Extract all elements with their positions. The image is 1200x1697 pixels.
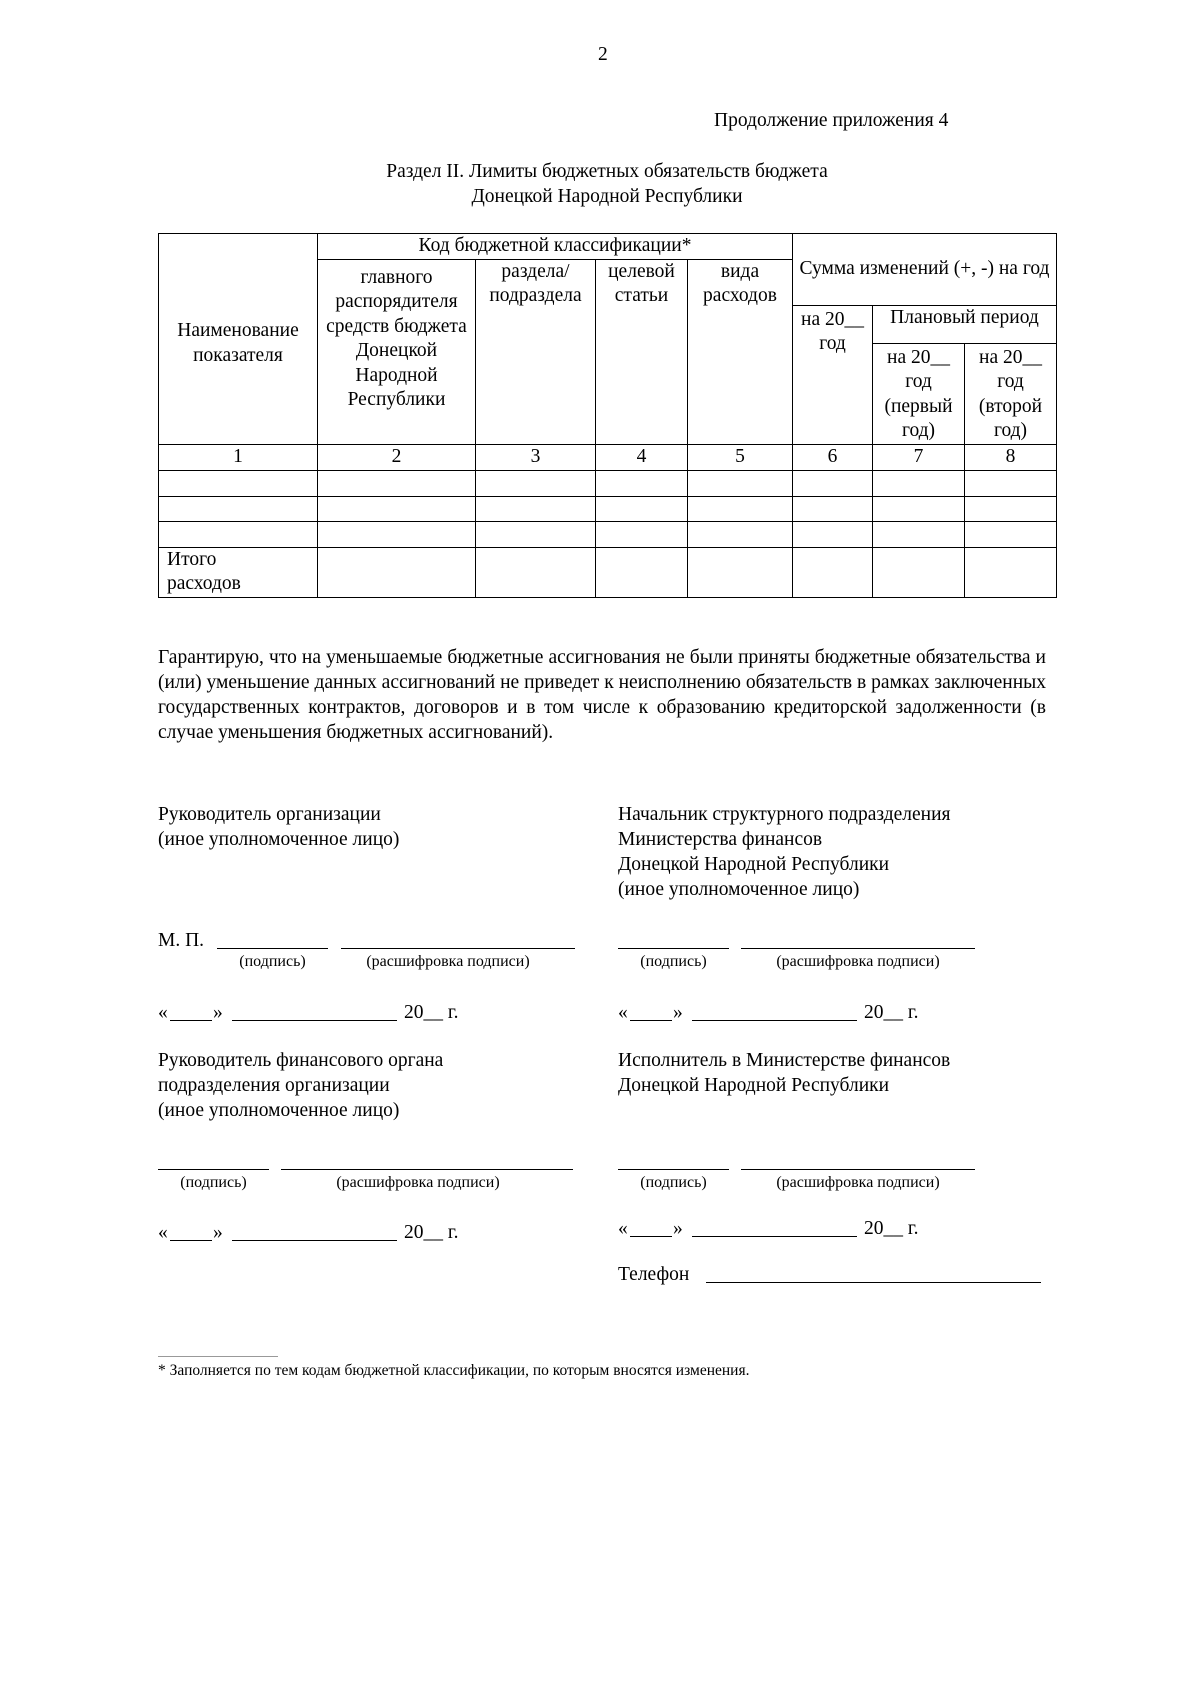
date-quote: » <box>213 1222 223 1243</box>
date-year: 20__ г. <box>404 1002 459 1023</box>
table-row <box>159 470 1057 496</box>
column-numbers-row <box>159 444 1057 470</box>
text-line: Руководитель организации <box>158 804 381 825</box>
col-number: 3 <box>476 444 596 470</box>
header-code-group: Код бюджетной классификации* <box>318 234 793 260</box>
text-line: Донецкой Народной Республики <box>618 854 890 875</box>
col-number: 6 <box>793 444 873 470</box>
header-main-manager: главного распорядителя средств бюджета Донецкой Народной Республики <box>318 259 476 444</box>
text-line: Руководитель финансового органа <box>158 1050 444 1071</box>
header-target: целевой статьи <box>596 259 688 444</box>
ministry-head-title <box>618 802 951 902</box>
text-line: (иное уполномоченное лицо) <box>158 1100 400 1121</box>
month-line[interactable] <box>232 1020 397 1021</box>
table-row <box>159 496 1057 521</box>
col-number: 7 <box>873 444 965 470</box>
text-line: Исполнитель в Министерстве финансов <box>618 1050 951 1071</box>
section-title-line: Донецкой Народной Республики <box>471 186 743 207</box>
header-first-year: на 20__ год (первый год) <box>873 343 965 444</box>
phone-line[interactable] <box>706 1282 1041 1283</box>
decode-caption: (расшифровка подписи) <box>336 1174 500 1191</box>
date-year: 20__ г. <box>864 1218 919 1239</box>
stamp-label: М. П. <box>158 930 205 951</box>
executor-title <box>618 1048 950 1098</box>
text-line: Начальник структурного подразделения <box>618 804 951 825</box>
page-number: 2 <box>598 44 608 65</box>
date-quote: » <box>213 1002 223 1023</box>
date-quote: « <box>618 1218 628 1239</box>
header-name: Наименование показателя <box>159 234 318 445</box>
signature-line[interactable] <box>217 948 328 949</box>
header-planned: Плановый период <box>873 305 1057 343</box>
month-line[interactable] <box>232 1240 397 1241</box>
date-quote: « <box>158 1002 168 1023</box>
table-row <box>159 521 1057 547</box>
decode-caption: (расшифровка подписи) <box>366 953 530 970</box>
day-line[interactable] <box>170 1020 212 1021</box>
date-quote: » <box>673 1002 683 1023</box>
phone-label: Телефон <box>618 1264 690 1285</box>
fin-head-title <box>158 1048 443 1123</box>
section-title <box>300 159 914 209</box>
col-number: 2 <box>318 444 476 470</box>
date-year: 20__ г. <box>404 1222 459 1243</box>
signature-line[interactable] <box>618 948 729 949</box>
signature-caption: (подпись) <box>239 953 306 970</box>
section-title-line: Раздел II. Лимиты бюджетных обязательств бюджета <box>386 161 828 182</box>
guarantee-text: Гарантирую, что на уменьшаемые бюджетные ассигнования не были приняты бюджетные обязательства и (или) уменьшение данных ассигнований не приведет к неисполнению обязательств в рамках заключенных государственных контрактов, договоров и в том числе к образованию кредиторской задолженности (в случае уменьшения бюджетных ассигнований). <box>158 647 1046 743</box>
month-line[interactable] <box>692 1020 857 1021</box>
decode-line[interactable] <box>281 1169 573 1170</box>
footnote-divider <box>158 1356 278 1357</box>
date-quote: « <box>618 1002 628 1023</box>
decode-caption: (расшифровка подписи) <box>776 1174 940 1191</box>
text-line: Донецкой Народной Республики <box>618 1075 890 1096</box>
text-line: подразделения организации <box>158 1075 390 1096</box>
org-head-title <box>158 802 399 852</box>
day-line[interactable] <box>630 1236 672 1237</box>
decode-line[interactable] <box>741 1169 975 1170</box>
header-section: раздела/ подраздела <box>476 259 596 444</box>
signature-caption: (подпись) <box>640 1174 707 1191</box>
decode-line[interactable] <box>341 948 575 949</box>
date-year: 20__ г. <box>864 1002 919 1023</box>
date-quote: » <box>673 1218 683 1239</box>
decode-line[interactable] <box>741 948 975 949</box>
header-expense: вида расходов <box>688 259 793 444</box>
decode-caption: (расшифровка подписи) <box>776 953 940 970</box>
col-number: 4 <box>596 444 688 470</box>
text-line: (иное уполномоченное лицо) <box>618 879 860 900</box>
text-line: (иное уполномоченное лицо) <box>158 829 400 850</box>
signature-line[interactable] <box>618 1169 729 1170</box>
header-year: на 20__ год <box>793 305 873 444</box>
date-quote: « <box>158 1222 168 1243</box>
appendix-note: Продолжение приложения 4 <box>714 110 949 131</box>
day-line[interactable] <box>170 1240 212 1241</box>
day-line[interactable] <box>630 1020 672 1021</box>
signature-caption: (подпись) <box>640 953 707 970</box>
footnote: * Заполняется по тем кодам бюджетной классификации, по которым вносятся изменения. <box>158 1362 750 1379</box>
header-sum-group: Сумма изменений (+, -) на год <box>793 234 1057 306</box>
month-line[interactable] <box>692 1236 857 1237</box>
col-number: 8 <box>965 444 1057 470</box>
total-label: Итого расходов <box>159 547 318 597</box>
signature-line[interactable] <box>158 1169 269 1170</box>
col-number: 1 <box>159 444 318 470</box>
header-second-year: на 20__ год (второй год) <box>965 343 1057 444</box>
total-row <box>159 547 1057 597</box>
budget-limits-table <box>158 233 1057 598</box>
col-number: 5 <box>688 444 793 470</box>
signature-caption: (подпись) <box>180 1174 247 1191</box>
text-line: Министерства финансов <box>618 829 823 850</box>
